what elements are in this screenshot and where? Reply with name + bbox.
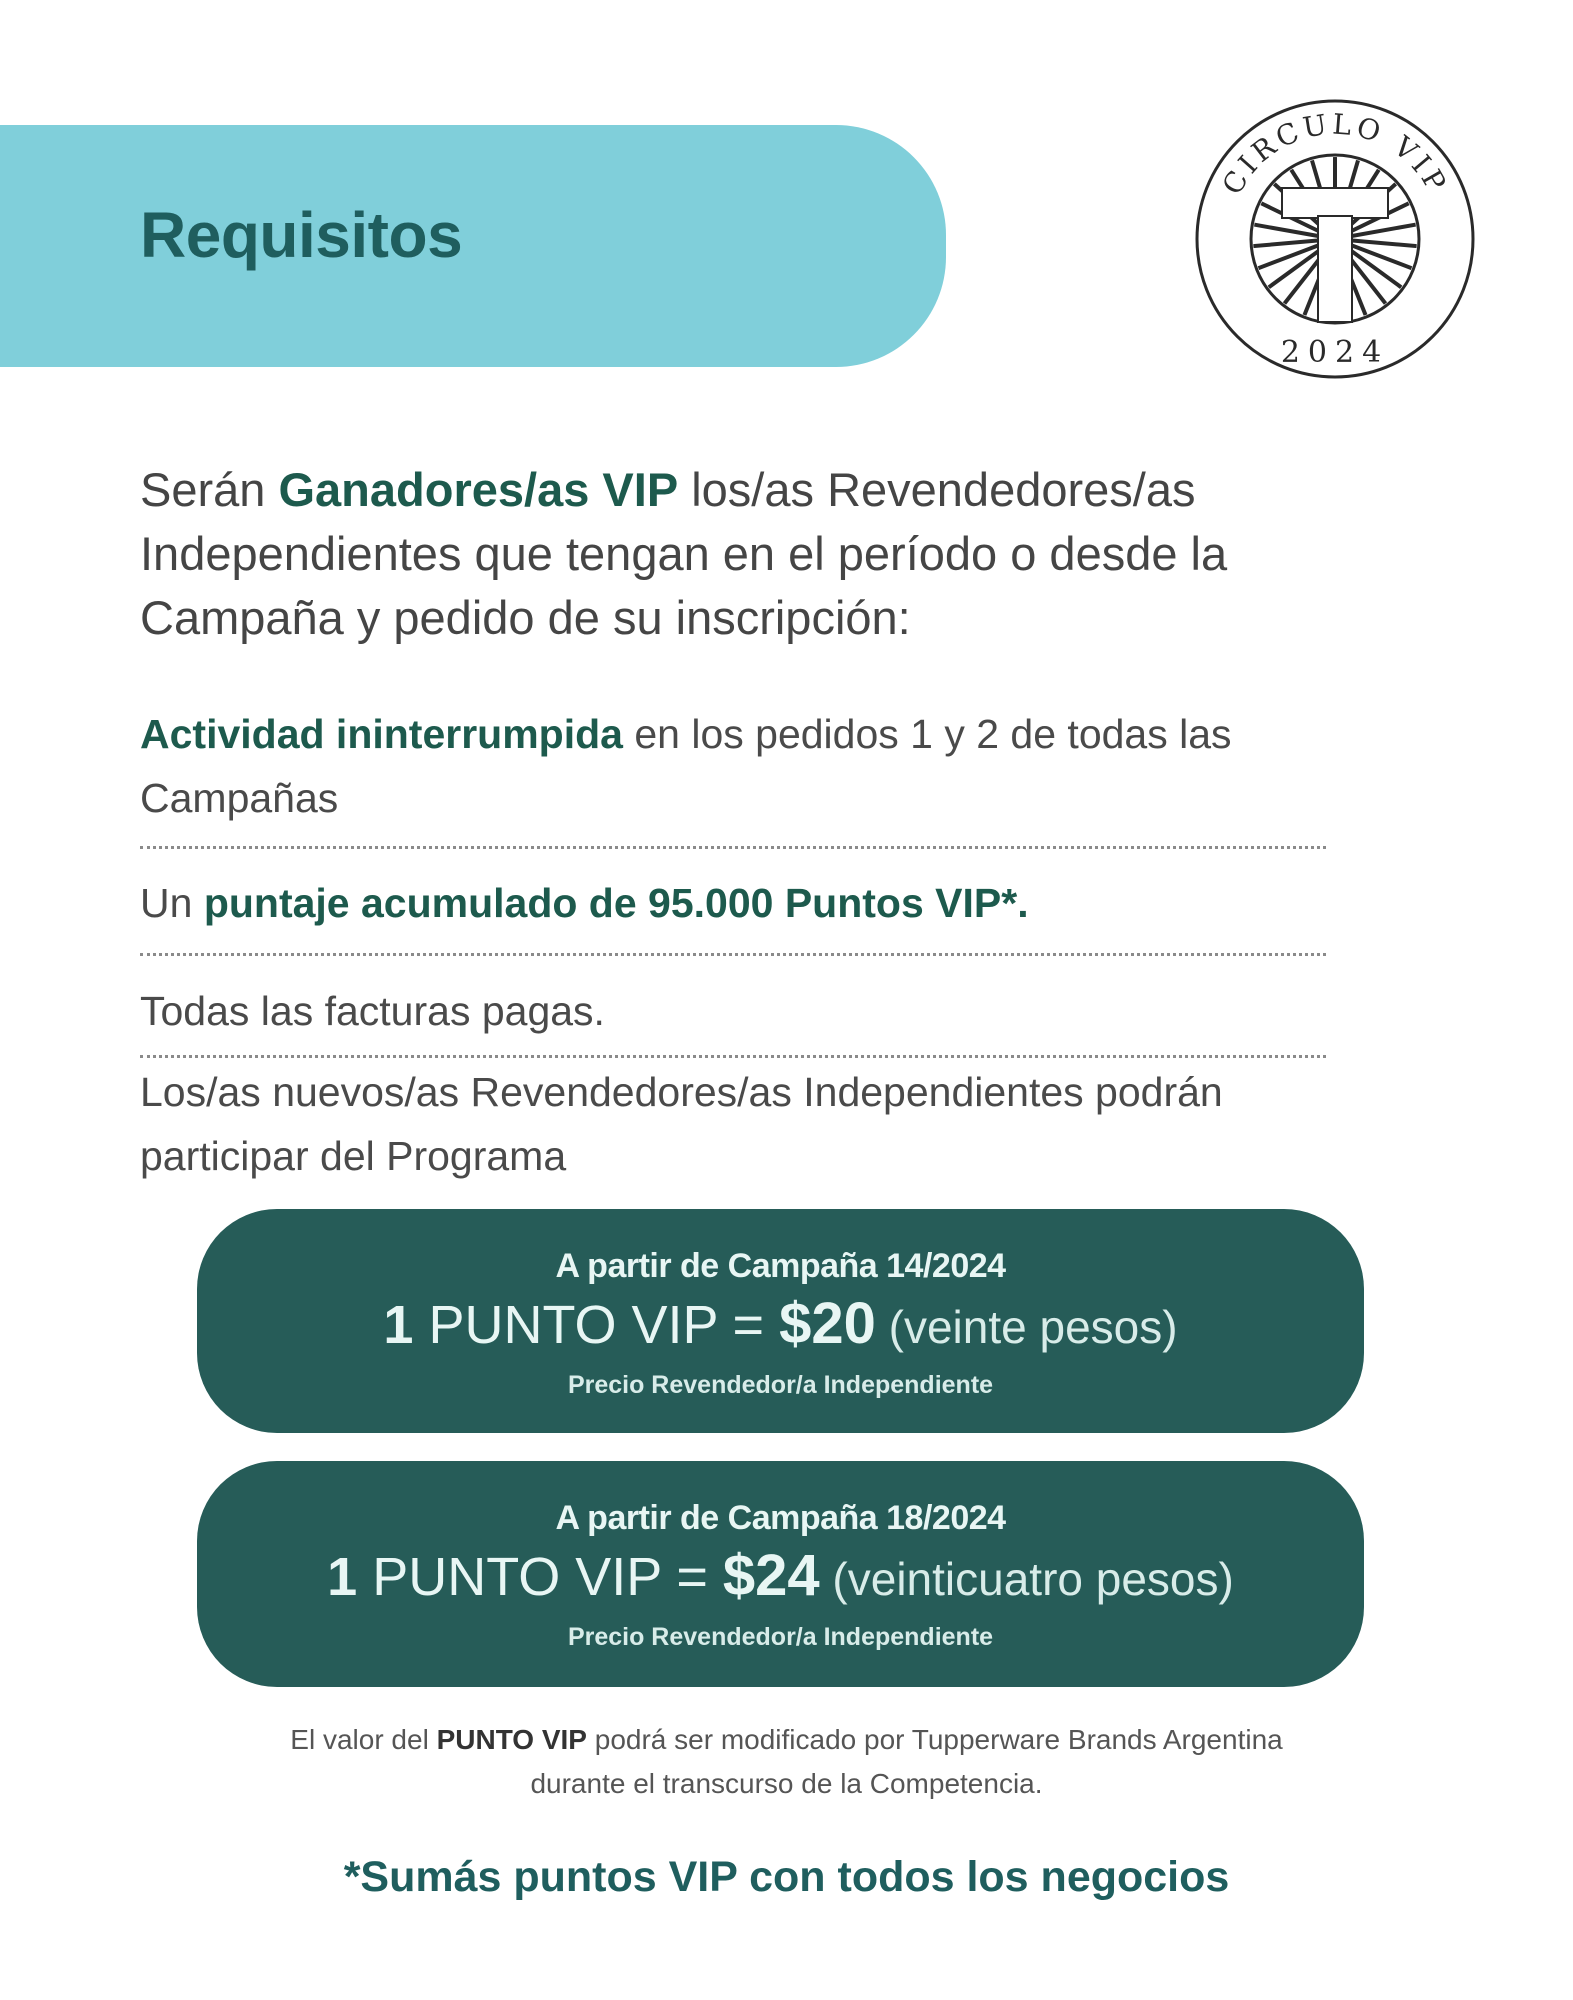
price-note: Precio Revendedor/a Independiente	[567, 1371, 994, 1399]
requirement-invoices: Todas las facturas pagas.	[140, 988, 605, 1034]
campaign-label: A partir de Campaña 14/2024	[555, 1247, 1006, 1285]
intro-paragraph: Serán Ganadores/as VIP los/as Revendedores/as Independientes que tengan en el período o desde la Campaña y pedido de su inscripción:	[140, 463, 1228, 644]
requirement-new-resellers: Los/as nuevos/as Revendedores/as Independientes podrán participar del Programa	[140, 1069, 1223, 1179]
point-value-equation: 1 PUNTO VIP = $24 (veinticuatro pesos)	[327, 1543, 1234, 1608]
intro-highlight: Ganadores/as VIP	[278, 463, 679, 516]
point-value-equation: 1 PUNTO VIP = $20 (veinte pesos)	[383, 1291, 1178, 1356]
requirement-activity: Actividad ininterrumpida en los pedidos 1 y 2 de todas las Campañas	[140, 711, 1232, 821]
campaign-label: A partir de Campaña 18/2024	[555, 1499, 1006, 1537]
requirement-points: Un puntaje acumulado de 95.000 Puntos VIP*.	[140, 880, 1029, 926]
svg-text:CIRCULO VIP: CIRCULO VIP	[1215, 107, 1455, 201]
price-note: Precio Revendedor/a Independiente	[567, 1623, 994, 1651]
divider	[140, 1055, 1326, 1058]
svg-text:2024: 2024	[1280, 335, 1390, 370]
divider	[140, 953, 1326, 956]
point-value-box-14	[197, 1209, 1364, 1433]
disclaimer: El valor del PUNTO VIP podrá ser modificado por Tupperware Brands Argentina durante el transcurso de la Competencia.	[290, 1724, 1283, 1799]
circulo-vip-logo-icon	[1192, 96, 1478, 382]
page-title: Requisitos	[140, 199, 463, 271]
final-note: *Sumás puntos VIP con todos los negocios	[343, 1853, 1230, 1901]
divider	[140, 846, 1326, 849]
point-value-box-18	[197, 1461, 1364, 1687]
